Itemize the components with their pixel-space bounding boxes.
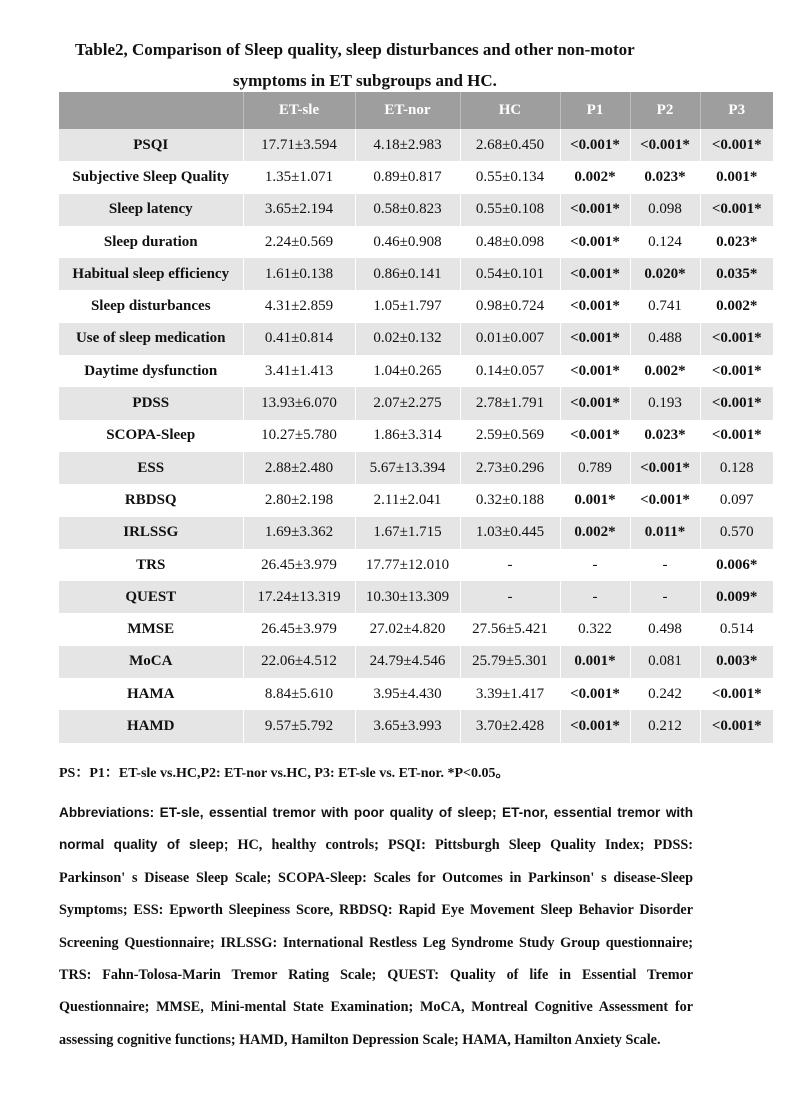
cell-p1: <0.001*: [560, 258, 630, 290]
row-label: Daytime dysfunction: [59, 355, 243, 387]
cell-p1: -: [560, 581, 630, 613]
cell-et-nor: 2.07±2.275: [355, 387, 460, 419]
cell-hc: 0.01±0.007: [460, 323, 560, 355]
cell-hc: 0.54±0.101: [460, 258, 560, 290]
cell-p3: <0.001*: [711, 427, 762, 444]
header-row: [59, 92, 773, 129]
cell-p2: 0.011*: [630, 517, 700, 549]
cell-p3: 0.001*: [716, 168, 758, 185]
table-row: [59, 678, 773, 710]
cell-p3: 0.035*: [700, 258, 773, 290]
abbreviations-text-sans: Abbreviations: ET-sle, essential tremor with poor quality of sleep; ET-nor, essential tremor with normal quality of sleep;: [59, 805, 693, 853]
cell-hc: 0.48±0.098: [460, 226, 560, 258]
cell-et-sle: 22.06±4.512: [243, 646, 355, 678]
table-row: [59, 161, 773, 193]
cell-p3: <0.001*: [700, 710, 773, 742]
row-label: Use of sleep medication: [59, 323, 243, 355]
cell-et-nor: 0.89±0.817: [355, 161, 460, 193]
cell-p1: <0.001*: [560, 290, 630, 322]
cell-hc: 2.78±1.791: [460, 387, 560, 419]
cell-p3: 0.023*: [716, 233, 758, 250]
cell-hc: 3.70±2.428: [460, 710, 560, 742]
cell-p2: -: [630, 581, 700, 613]
cell-et-sle: 1.35±1.071: [243, 161, 355, 193]
header-cell-p2: P2: [630, 92, 700, 129]
row-label: Sleep disturbances: [59, 290, 243, 322]
row-label: Subjective Sleep Quality: [59, 161, 243, 193]
table-body: [59, 129, 773, 743]
row-label: PSQI: [59, 129, 243, 161]
cell-p2: 0.081: [630, 646, 700, 678]
header-cell-hc: HC: [460, 92, 560, 129]
cell-p1: 0.002*: [560, 161, 630, 193]
cell-p1: <0.001*: [560, 710, 630, 742]
cell-et-sle: 1.61±0.138: [243, 258, 355, 290]
cell-p2: 0.023*: [630, 161, 700, 193]
cell-p3: 0.570: [700, 517, 773, 549]
cell-hc: 25.79±5.301: [460, 646, 560, 678]
cell-et-nor: 0.02±0.132: [355, 323, 460, 355]
cell-p2: 0.498: [630, 613, 700, 645]
table-row: [59, 387, 773, 419]
cell-p3: <0.001*: [700, 129, 773, 161]
row-label: Habitual sleep efficiency: [59, 258, 243, 290]
row-label: HAMA: [59, 678, 243, 710]
cell-hc: 1.03±0.445: [460, 517, 560, 549]
table-row: [59, 613, 773, 645]
table-row: [59, 226, 773, 258]
cell-et-nor: 0.46±0.908: [355, 226, 460, 258]
cell-et-nor: 2.11±2.041: [355, 484, 460, 516]
cell-et-nor: 24.79±4.546: [355, 646, 460, 678]
cell-p1: <0.001*: [560, 194, 630, 226]
cell-et-sle: 0.41±0.814: [243, 323, 355, 355]
cell-p1: 0.002*: [560, 517, 630, 549]
cell-p3: 0.514: [719, 621, 754, 638]
cell-p1: <0.001*: [560, 387, 630, 419]
cell-et-nor: 1.05±1.797: [355, 290, 460, 322]
cell-p2: 0.242: [630, 678, 700, 710]
cell-p2: <0.001*: [630, 484, 700, 516]
cell-p1: <0.001*: [560, 323, 630, 355]
cell-hc: 2.68±0.450: [460, 129, 560, 161]
cell-p3: <0.001*: [700, 323, 773, 355]
row-label: ESS: [59, 452, 243, 484]
cell-et-nor: 27.02±4.820: [355, 613, 460, 645]
cell-p2: <0.001*: [630, 452, 700, 484]
cell-et-sle: 17.71±3.594: [243, 129, 355, 161]
row-label: QUEST: [59, 581, 243, 613]
cell-et-nor: 1.04±0.265: [355, 355, 460, 387]
cell-p2: 0.212: [630, 710, 700, 742]
cell-p3: 0.097: [719, 491, 754, 508]
cell-p2: 0.098: [630, 194, 700, 226]
cell-p1: 0.789: [560, 452, 630, 484]
table-row: [59, 484, 773, 516]
cell-p3: 0.003*: [700, 646, 773, 678]
comparison-table: [59, 92, 773, 743]
cell-et-nor: 3.65±3.993: [355, 710, 460, 742]
cell-et-nor: 0.86±0.141: [355, 258, 460, 290]
cell-et-sle: 26.45±3.979: [243, 549, 355, 581]
header-cell-p3: P3: [700, 92, 773, 129]
cell-et-sle: 2.80±2.198: [243, 484, 355, 516]
table-row: [59, 290, 773, 322]
cell-et-nor: 1.67±1.715: [355, 517, 460, 549]
cell-p3: 0.128: [700, 452, 773, 484]
cell-et-sle: 9.57±5.792: [243, 710, 355, 742]
row-label: MMSE: [59, 613, 243, 645]
table-row: [59, 258, 773, 290]
row-label: PDSS: [59, 387, 243, 419]
cell-p1: 0.322: [560, 613, 630, 645]
table-row: [59, 323, 773, 355]
header-cell-label: [59, 92, 243, 129]
table-row: [59, 420, 773, 452]
row-label: HAMD: [59, 710, 243, 742]
row-label: SCOPA-Sleep: [59, 420, 243, 452]
cell-et-sle: 26.45±3.979: [243, 613, 355, 645]
cell-et-nor: 3.95±4.430: [355, 678, 460, 710]
cell-p1: <0.001*: [560, 678, 630, 710]
table-row: [59, 129, 773, 161]
cell-hc: -: [460, 549, 560, 581]
cell-et-sle: 1.69±3.362: [243, 517, 355, 549]
cell-p2: 0.741: [630, 290, 700, 322]
table-row: [59, 517, 773, 549]
p-value-footnote: PS：P1：ET-sle vs.HC,P2: ET-nor vs.HC, P3: ET-sle vs. ET-nor. *P<0.05。: [59, 766, 510, 781]
cell-hc: 2.73±0.296: [460, 452, 560, 484]
cell-hc: 3.39±1.417: [460, 678, 560, 710]
cell-p3: 0.006*: [716, 556, 758, 573]
cell-p2: 0.002*: [630, 355, 700, 387]
table-title: [0, 34, 760, 96]
row-label: Sleep duration: [59, 226, 243, 258]
cell-p2: 0.124: [630, 226, 700, 258]
cell-p1: <0.001*: [560, 129, 630, 161]
table-row: [59, 710, 773, 742]
cell-et-nor: 17.77±12.010: [355, 549, 460, 581]
cell-p2: 0.020*: [630, 258, 700, 290]
cell-et-sle: 2.88±2.480: [243, 452, 355, 484]
cell-et-sle: 17.24±13.319: [243, 581, 355, 613]
table-header: [59, 92, 773, 129]
row-label: MoCA: [59, 646, 243, 678]
cell-p2: <0.001*: [630, 129, 700, 161]
cell-hc: 27.56±5.421: [460, 613, 560, 645]
cell-et-sle: 4.31±2.859: [243, 290, 355, 322]
cell-p3: 0.002*: [716, 298, 758, 315]
cell-et-sle: 13.93±6.070: [243, 387, 355, 419]
cell-et-nor: 0.58±0.823: [355, 194, 460, 226]
cell-hc: 0.14±0.057: [460, 355, 560, 387]
row-label: IRLSSG: [59, 517, 243, 549]
cell-p1: <0.001*: [560, 355, 630, 387]
cell-p1: 0.001*: [560, 484, 630, 516]
table-row: [59, 194, 773, 226]
cell-et-sle: 3.41±1.413: [243, 355, 355, 387]
cell-p1: <0.001*: [560, 420, 630, 452]
header-cell-p1: P1: [560, 92, 630, 129]
cell-et-sle: 2.24±0.569: [243, 226, 355, 258]
cell-hc: -: [460, 581, 560, 613]
cell-p1: 0.001*: [560, 646, 630, 678]
cell-et-sle: 10.27±5.780: [243, 420, 355, 452]
cell-hc: 0.98±0.724: [460, 290, 560, 322]
cell-p3: <0.001*: [711, 685, 762, 702]
table-title-line-2: symptoms in ET subgroups and HC.: [233, 71, 497, 90]
cell-et-nor: 10.30±13.309: [355, 581, 460, 613]
cell-p2: 0.488: [630, 323, 700, 355]
cell-et-sle: 8.84±5.610: [243, 678, 355, 710]
cell-hc: 0.32±0.188: [460, 484, 560, 516]
cell-p1: -: [560, 549, 630, 581]
abbreviations-paragraph: [59, 797, 693, 1056]
cell-p3: 0.009*: [700, 581, 773, 613]
header-cell-et-nor: ET-nor: [355, 92, 460, 129]
cell-hc: 2.59±0.569: [460, 420, 560, 452]
table-row: [59, 355, 773, 387]
cell-et-sle: 3.65±2.194: [243, 194, 355, 226]
row-label: RBDSQ: [59, 484, 243, 516]
cell-p3: <0.001*: [711, 362, 762, 379]
cell-p3: <0.001*: [700, 194, 773, 226]
cell-p2: 0.193: [630, 387, 700, 419]
table-title-line-1: Table2, Comparison of Sleep quality, sleep disturbances and other non-motor: [75, 40, 635, 59]
cell-p2: 0.023*: [630, 420, 700, 452]
row-label: Sleep latency: [59, 194, 243, 226]
cell-et-nor: 1.86±3.314: [355, 420, 460, 452]
cell-et-nor: 4.18±2.983: [355, 129, 460, 161]
table-row: [59, 549, 773, 581]
cell-hc: 0.55±0.134: [460, 161, 560, 193]
cell-p3: <0.001*: [700, 387, 773, 419]
table-row: [59, 646, 773, 678]
row-label: TRS: [59, 549, 243, 581]
table-row: [59, 581, 773, 613]
abbreviations-text-serif: HC, healthy controls; PSQI: Pittsburgh Sleep Quality Index; PDSS: Parkinson' s Disease Sleep Scale; SCOPA-Sleep: Scales for Outcomes in Parkinson' s disease-Sleep Symptoms; ESS: Epworth Sleepiness Score, RBDSQ: Rapid Eye Movement Sleep Behavior Disorder Screening Questionnaire; IRLSSG: International Restless Leg Syndrome Study Group questionnaire; TRS: Fahn-Tolosa-Marin Tremor Rating Scale; QUEST: Quality of life in Essential Tremor Questionnaire; MMSE, Mini-mental State Examination; MoCA, Montreal Cognitive Assessment for assessing cognitive functions; HAMD, Hamilton Depression Scale; HAMA, Hamilton Anxiety Scale.: [59, 837, 693, 1048]
table-row: [59, 452, 773, 484]
cell-hc: 0.55±0.108: [460, 194, 560, 226]
cell-p1: <0.001*: [560, 226, 630, 258]
cell-p2: -: [630, 549, 700, 581]
header-cell-et-sle: ET-sle: [243, 92, 355, 129]
cell-et-nor: 5.67±13.394: [355, 452, 460, 484]
